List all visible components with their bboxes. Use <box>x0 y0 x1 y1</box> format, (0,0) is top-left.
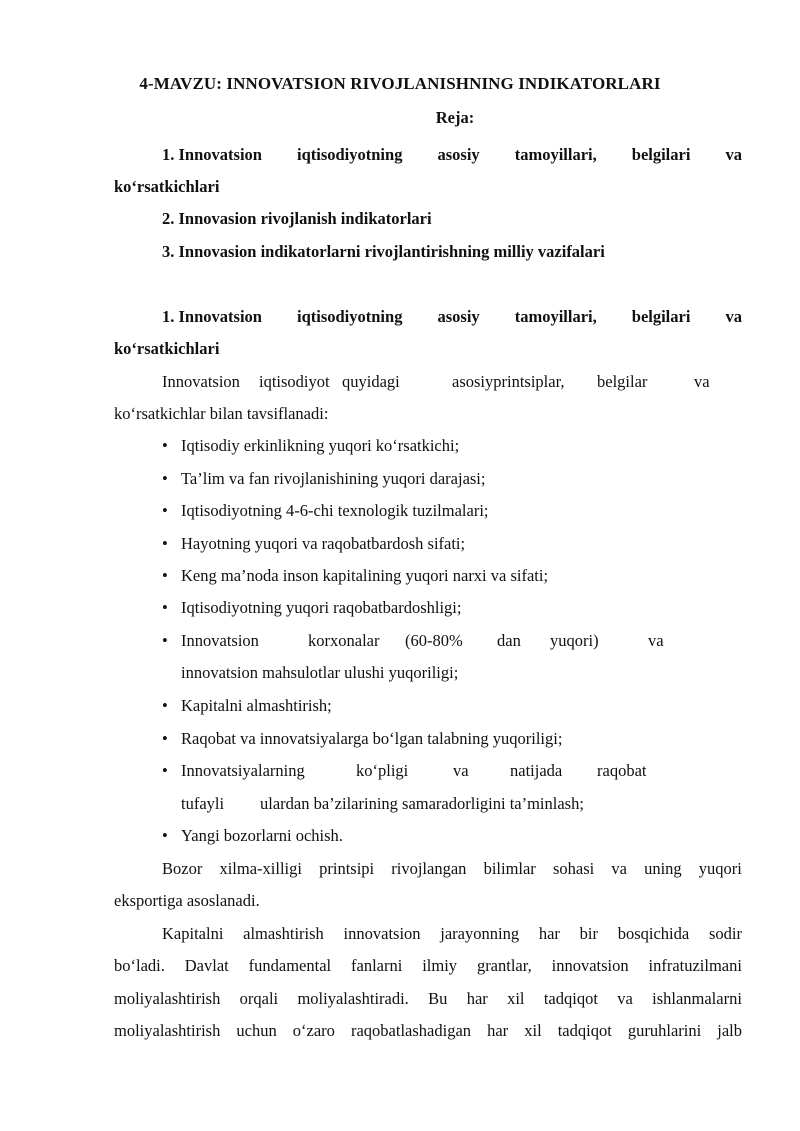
list-item: Iqtisodiy erkinlikning yuqori ko‘rsatkichi; <box>181 436 460 455</box>
intro-word: va <box>694 372 710 391</box>
paragraph-word: yuqori <box>698 859 742 878</box>
list-item: Raqobat va innovatsiyalarga bo‘lgan talabning yuqoriligi; <box>181 729 563 748</box>
paragraph-word: sodir <box>708 924 742 943</box>
list-item: Iqtisodiyotning yuqori raqobatbardoshligi; <box>181 598 462 617</box>
paragraph-word: orqali <box>239 989 279 1008</box>
list-item: Iqtisodiyotning 4-6-chi texnologik tuzilmalari; <box>181 501 489 520</box>
paragraph-word: xilma-xilligi <box>219 859 302 878</box>
paragraph-word: moliyalashtiradi. <box>297 989 409 1008</box>
section-heading-word: va <box>725 307 742 326</box>
intro-word: belgilar <box>597 372 648 391</box>
paragraph-word: Kapitalni <box>162 924 224 943</box>
plan-item-2: 2. Innovasion rivojlanish indikatorlari <box>162 209 432 228</box>
bullet-icon: • <box>162 436 168 455</box>
plan-item-3: 3. Innovasion indikatorlarni rivojlantirishning milliy vazifalari <box>162 242 605 261</box>
plan-heading: Reja: <box>435 108 475 127</box>
paragraph-word: tadqiqot <box>557 1021 612 1040</box>
intro-word: iqtisodiyot <box>259 372 330 391</box>
plan-item-1-continuation: ko‘rsatkichlari <box>114 177 220 196</box>
list-item-word: Innovatsiyalarning <box>181 761 305 780</box>
paragraph-word: jalb <box>717 1021 742 1040</box>
bullet-icon: • <box>162 761 168 780</box>
paragraph-line <box>114 1021 742 1041</box>
list-item-word: dan <box>497 631 521 650</box>
paragraph-word: guruhlarini <box>627 1021 702 1040</box>
list-item-word: ko‘pligi <box>356 761 409 780</box>
page-title: 4-MAVZU: INNOVATSION RIVOJLANISHNING INDIKATORLARI <box>139 74 661 93</box>
plan-item-1-word: va <box>725 145 742 164</box>
list-item-continuation: tufayli <box>181 794 225 813</box>
list-item-continuation: ulardan ba’zilarining samaradorligini ta’minlash; <box>260 794 584 813</box>
list-item: Kapitalni almashtirish; <box>181 696 332 715</box>
paragraph-line <box>114 956 742 976</box>
plan-item-1-word: iqtisodiyotning <box>296 145 403 164</box>
paragraph-word: bir <box>579 924 598 943</box>
paragraph-word: raqobatlashadigan <box>350 1021 472 1040</box>
bullet-icon: • <box>162 696 168 715</box>
bullet-icon: • <box>162 631 168 650</box>
section-heading-word: 1. Innovatsion <box>162 307 262 326</box>
list-item: Yangi bozorlarni ochish. <box>181 826 343 845</box>
intro-word: Innovatsion <box>162 372 240 391</box>
paragraph-word: sohasi <box>552 859 595 878</box>
intro-continuation: ko‘rsatkichlar bilan tavsiflanadi: <box>114 404 329 423</box>
paragraph-word: Bu <box>428 989 448 1008</box>
list-item-word: va <box>648 631 664 650</box>
list-item-word: (60-80% <box>405 631 463 650</box>
paragraph-word: Bozor <box>162 859 203 878</box>
bullet-icon: • <box>162 598 168 617</box>
intro-word: quyidagi <box>342 372 400 391</box>
paragraph-word: fanlarni <box>351 956 403 975</box>
list-item-word: natijada <box>510 761 563 780</box>
paragraph-word: innovatsion <box>343 924 421 943</box>
section-heading-word: asosiy <box>437 307 480 326</box>
paragraph-word: har <box>466 989 488 1008</box>
list-item: Ta’lim va fan rivojlanishining yuqori darajasi; <box>181 469 486 488</box>
paragraph-word: grantlar, <box>476 956 532 975</box>
paragraph-word: printsipi <box>319 859 375 878</box>
paragraph-word: jarayonning <box>440 924 520 943</box>
list-item-word: Innovatsion <box>181 631 259 650</box>
section-heading-word: belgilari <box>631 307 691 326</box>
paragraph-word: uning <box>644 859 682 878</box>
paragraph-word: ilmiy <box>422 956 458 975</box>
paragraph-word: va <box>611 859 627 878</box>
paragraph-word: Davlat <box>184 956 229 975</box>
plan-item-1 <box>162 145 742 165</box>
paragraph-word: bilimlar <box>483 859 536 878</box>
plan-item-1-word: 1. Innovatsion <box>162 145 262 164</box>
paragraph-word: ishlanmalarni <box>652 989 742 1008</box>
section-heading-word: tamoyillari, <box>514 307 597 326</box>
bullet-icon: • <box>162 566 168 585</box>
section-heading <box>162 307 742 327</box>
paragraph-word: xil <box>507 989 525 1008</box>
paragraph-word: har <box>538 924 560 943</box>
paragraph-word: almashtirish <box>243 924 324 943</box>
list-item-word: korxonalar <box>308 631 380 650</box>
paragraph-word: har <box>487 1021 509 1040</box>
bullet-icon: • <box>162 826 168 845</box>
list-item-word: raqobat <box>597 761 647 780</box>
bullet-icon: • <box>162 501 168 520</box>
paragraph-word: bo‘ladi. <box>114 956 165 975</box>
list-item-continuation: innovatsion mahsulotlar ulushi yuqoriligi; <box>181 663 459 682</box>
paragraph-word: o‘zaro <box>292 1021 335 1040</box>
plan-item-1-word: asosiy <box>437 145 480 164</box>
paragraph-word: tadqiqot <box>543 989 598 1008</box>
bullet-icon: • <box>162 534 168 553</box>
paragraph-word: innovatsion <box>551 956 629 975</box>
paragraph-word: xil <box>524 1021 542 1040</box>
paragraph-line <box>162 924 742 944</box>
bullet-icon: • <box>162 729 168 748</box>
section-heading-word: iqtisodiyotning <box>296 307 403 326</box>
paragraph-word: rivojlangan <box>391 859 467 878</box>
paragraph-word: uchun <box>236 1021 277 1040</box>
list-item-word: yuqori) <box>550 631 599 650</box>
bullet-icon: • <box>162 469 168 488</box>
paragraph-word: va <box>617 989 633 1008</box>
paragraph-word: fundamental <box>248 956 332 975</box>
paragraph-word: infratuzilmani <box>648 956 742 975</box>
list-item-word: va <box>453 761 469 780</box>
plan-item-1-word: belgilari <box>631 145 691 164</box>
paragraph-line <box>114 989 742 1009</box>
list-item: Keng ma’noda inson kapitalining yuqori narxi va sifati; <box>181 566 549 585</box>
list-item: Hayotning yuqori va raqobatbardosh sifati; <box>181 534 466 553</box>
paragraph-line <box>162 859 742 879</box>
plan-item-1-word: tamoyillari, <box>514 145 597 164</box>
paragraph-word: bosqichida <box>617 924 690 943</box>
paragraph-word: moliyalashtirish <box>114 989 221 1008</box>
section-heading-continuation: ko‘rsatkichlari <box>114 339 220 358</box>
paragraph-line: eksportiga asoslanadi. <box>114 891 260 910</box>
paragraph-word: moliyalashtirish <box>114 1021 221 1040</box>
intro-word: asosiyprintsiplar, <box>452 372 565 391</box>
